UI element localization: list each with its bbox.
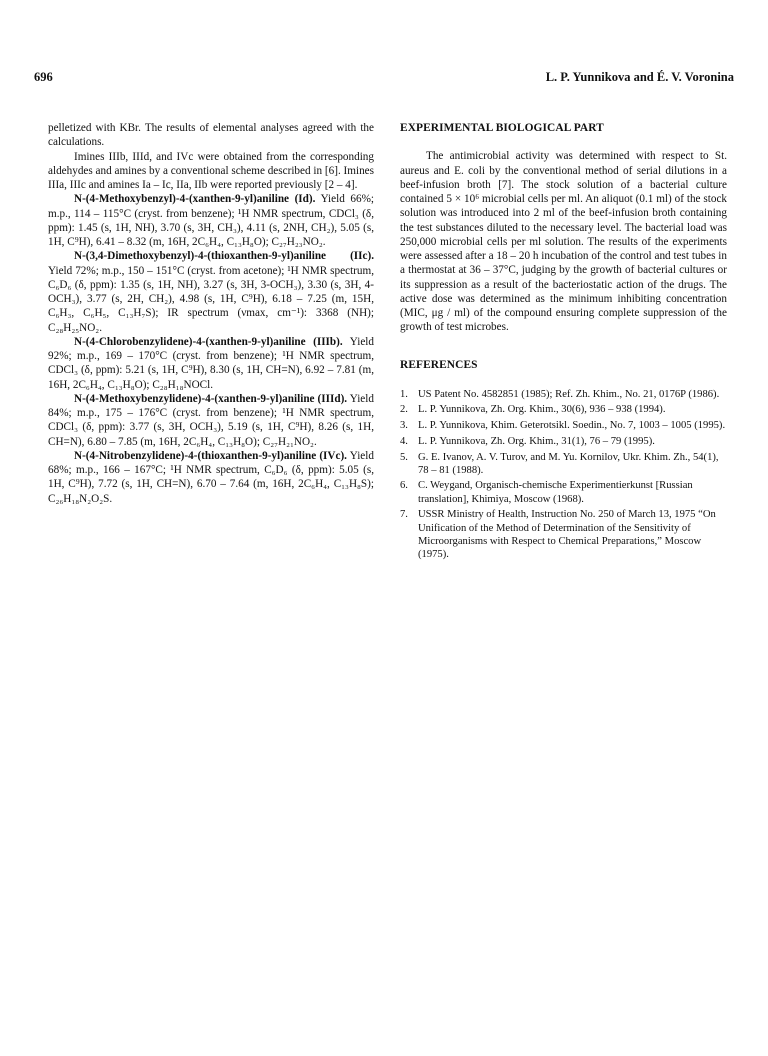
reference-item	[400, 451, 727, 477]
compound-entry	[48, 449, 374, 506]
left-column	[48, 121, 374, 506]
reference-text: US Patent No. 4582851 (1985); Ref. Zh. Khim., No. 21, 0176P (1986).	[418, 388, 720, 400]
reference-number: 6.	[400, 480, 408, 492]
section-heading-references: REFERENCES	[400, 358, 478, 371]
reference-text: L. P. Yunnikova, Zh. Org. Khim., 30(6), 936 – 938 (1994).	[418, 404, 666, 416]
compound-name: N-(4-Methoxybenzyl)-4-(xanthen-9-yl)aniline (Id).	[74, 193, 316, 206]
compound-name: N-(3,4-Dimethoxybenzyl)-4-(thioxanthen-9-yl)aniline (IIc).	[74, 250, 374, 263]
compound-name: N-(4-Chlorobenzylidene)-4-(xanthen-9-yl)aniline (IIIb).	[74, 335, 343, 348]
compound-data: Yield 68%; m.p., 166 – 167°C; ¹H NMR spectrum, C₆D₆ (δ, ppm): 5.05 (s, 1H, C⁹H), 7.72 (s, 1H, CH=N), 6.70 – 7.64 (m, 16H, 2C₆H₄, C₁₃H₈S); C₂₆H₁₈N₂O₂S.	[48, 449, 374, 505]
reference-number: 4.	[400, 435, 408, 447]
paragraph-imines: Imines IIIb, IIId, and IVc were obtained from the corresponding aldehydes and amines by a conventional scheme described in [6]. Imines IIIa, IIIc and amines Ia – Ic, IIa, IIb were reported previously [2 – 4].	[48, 150, 374, 191]
reference-number: 3.	[400, 420, 408, 432]
reference-number: 7.	[400, 509, 408, 521]
reference-item	[400, 419, 727, 432]
reference-item	[400, 403, 727, 416]
reference-number: 2.	[400, 404, 408, 416]
compound-data: Yield 84%; m.p., 175 – 176°C (cryst. from benzene); ¹H NMR spectrum, CDCl₃ (δ, ppm): 3.77 (s, 3H, OCH₃), 5.19 (s, 1H, C⁹H), 8.26 (s, 1H, CH=N), 6.80 – 7.85 (m, 16H, 2C₆H₄, C₁₃H₈O); C₂₇H₂₁NO₂.	[48, 392, 374, 448]
section-heading-biological: EXPERIMENTAL BIOLOGICAL PART	[400, 122, 604, 134]
reference-item	[400, 435, 727, 448]
page-number: 696	[34, 70, 53, 84]
reference-text: L. P. Yunnikova, Zh. Org. Khim., 31(1), 76 – 79 (1995).	[418, 435, 655, 447]
reference-text: USSR Ministry of Health, Instruction No. 250 of March 13, 1975 “On Unification of the Method of Determination of the Sensitivity of Microorganisms with Respect to Chemical Preparations,” Moscow (1975).	[418, 509, 716, 560]
reference-text: C. Weygand, Organisch-chemische Experimentierkunst [Russian translation], Khimiya, Moscow (1968).	[418, 480, 693, 505]
compound-entry	[48, 249, 374, 335]
reference-number: 1.	[400, 388, 408, 400]
compound-entry	[48, 335, 374, 392]
paragraph-biological: The antimicrobial activity was determined with respect to St. aureus and E. coli by the conventional method of serial dilutions in a beef-infusion broth [7]. The stock solution of a bacterial culture contained 5 × 10⁶ microbial cells per ml. An aliquot (0.1 ml) of the stock solution was introduced into 2 ml of the beef-infusion broth containing the test substances diluted to the necessary level. The bacterial load was 250,000 microbial cells per ml solution. The results of the experiments were assessed after a 18 – 20 h incubation of the control and test tubes in a thermostat at 36 – 37°C, judging by the growth of bacterial cultures or its suppression as a result of the bacteriostatic action of the drugs. The active dose was determined as the minimum inhibiting concentration (MIC, μg / ml) of the compound ensuring complete suppression of the growth of test microbes.	[400, 150, 727, 334]
paragraph-kbr: pelletized with KBr. The results of elemental analyses agreed with the calculations.	[48, 122, 374, 149]
reference-number: 5.	[400, 451, 408, 463]
reference-text: G. E. Ivanov, A. V. Turov, and M. Yu. Kornilov, Ukr. Khim. Zh., 54(1), 78 – 81 (1988).	[418, 451, 719, 476]
right-column	[400, 121, 727, 564]
reference-list	[400, 388, 727, 561]
compound-data: Yield 92%; m.p., 169 – 170°C (cryst. from benzene); ¹H NMR spectrum, CDCl₃ (δ, ppm): 5.21 (s, 1H, C⁹H), 8.30 (s, 1H, CH=N), 6.92 – 7.81 (m, 16H, 2C₆H₄, C₁₃H₈O); C₂₈H₁₈NOCl.	[48, 335, 374, 391]
reference-item	[400, 388, 727, 401]
reference-item	[400, 508, 727, 561]
compound-entry	[48, 192, 374, 249]
compound-name: N-(4-Methoxybenzylidene)-4-(xanthen-9-yl)aniline (IIId).	[74, 392, 348, 405]
page-header	[34, 70, 734, 90]
compound-entry	[48, 392, 374, 449]
reference-item	[400, 479, 727, 505]
compound-data: Yield 66%; m.p., 114 – 115°C (cryst. from benzene); ¹H NMR spectrum, CDCl₃ (δ, ppm): 1.45 (s, 1H, NH), 3.70 (s, 3H, CH₃), 4.11 (s, 2NH, CH₂), 5.05 (s, 1H, C⁹H), 6.41 – 8.32 (m, 16H, 2C₆H₄, C₁₃H₈O); C₂₇H₂₃NO₂.	[48, 193, 374, 248]
running-head: L. P. Yunnikova and É. V. Voronina	[545, 70, 734, 84]
compound-name: N-(4-Nitrobenzylidene)-4-(thioxanthen-9-yl)aniline (IVc).	[74, 449, 347, 462]
compound-data: Yield 72%; m.p., 150 – 151°C (cryst. from acetone); ¹H NMR spectrum, C₆D₆ (δ, ppm): 1.35 (s, 1H, NH), 3.27 (s, 3H, 3-OCH₃), 3.30 (s, 3H, 4-OCH₃), 3.77 (s, 2H, CH₂), 4.98 (s, 1H, C⁹H), 6.18 – 7.25 (m, 15H, C₆H₃, C₆H₅, C₁₃H₇S); IR spectrum (νmax, cm⁻¹): 3368 (NH); C₂₈H₂₅NO₂.	[48, 264, 374, 334]
reference-text: L. P. Yunnikova, Khim. Geterotsikl. Soedin., No. 7, 1003 – 1005 (1995).	[418, 420, 726, 432]
